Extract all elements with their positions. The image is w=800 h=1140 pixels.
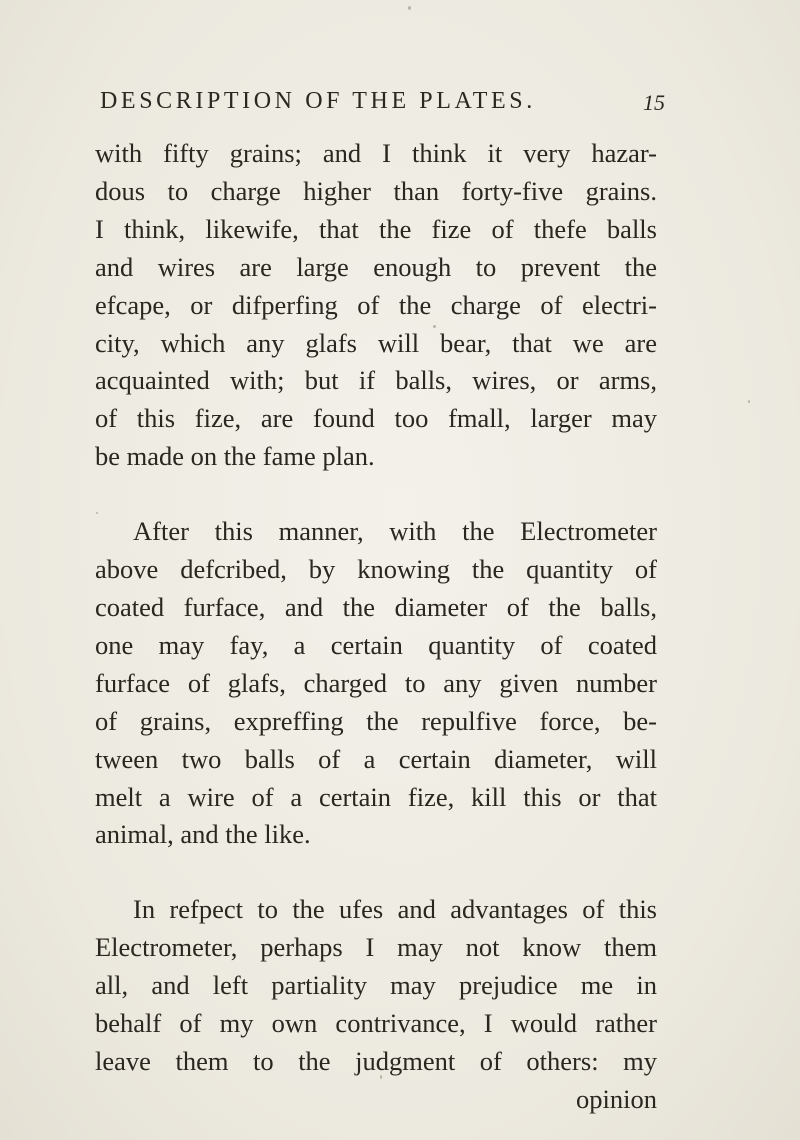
catchword: opinion (576, 1083, 657, 1114)
running-head: DESCRIPTION OF THE PLATES. (100, 88, 536, 114)
text-line: Electrometer, perhaps I may not know them (95, 932, 657, 963)
text-line: animal, and the like. (95, 819, 311, 850)
page-header (100, 88, 665, 128)
text-line: be made on the fame plan. (95, 441, 375, 472)
text-line: all, and left partiality may prejudice me in (95, 970, 657, 1001)
text-line: above defcribed, by knowing the quantity of (95, 554, 657, 585)
text-line: of grains, expreffing the repulfive force, be- (95, 705, 657, 736)
text-line: and wires are large enough to prevent the (95, 251, 657, 282)
text-line: melt a wire of a certain fize, kill this or that (95, 781, 657, 812)
text-line: tween two balls of a certain diameter, will (95, 743, 657, 774)
text-line: furface of glafs, charged to any given number (95, 667, 657, 698)
text-line: dous to charge higher than forty-five grains. (95, 175, 657, 206)
text-line: leave them to the judgment of others: my (95, 1045, 657, 1076)
paragraph-3 (95, 891, 657, 1118)
paper-speck (408, 6, 411, 10)
text-line: In refpect to the ufes and advantages of this (133, 894, 657, 925)
paper-speck (748, 400, 750, 403)
text-line: After this manner, with the Electrometer (133, 516, 657, 547)
text-line: behalf of my own contrivance, I would rather (95, 1008, 657, 1039)
paragraph-1 (95, 135, 657, 476)
text-line: one may fay, a certain quantity of coated (95, 629, 657, 660)
body-text (95, 135, 657, 1119)
text-line: acquainted with; but if balls, wires, or arms, (95, 365, 657, 396)
page-number: 15 (643, 90, 665, 115)
text-line: with fifty grains; and I think it very hazar- (95, 138, 657, 168)
paragraph-2 (95, 513, 657, 854)
text-line: coated furface, and the diameter of the balls, (95, 591, 657, 622)
text-line: of this fize, are found too fmall, larger may (95, 403, 657, 434)
text-line: I think, likewife, that the fize of thefe balls (95, 213, 657, 244)
text-line: efcape, or difperfing of the charge of electri- (95, 289, 657, 320)
text-line: city, which any glafs will bear, that we are (95, 327, 657, 358)
